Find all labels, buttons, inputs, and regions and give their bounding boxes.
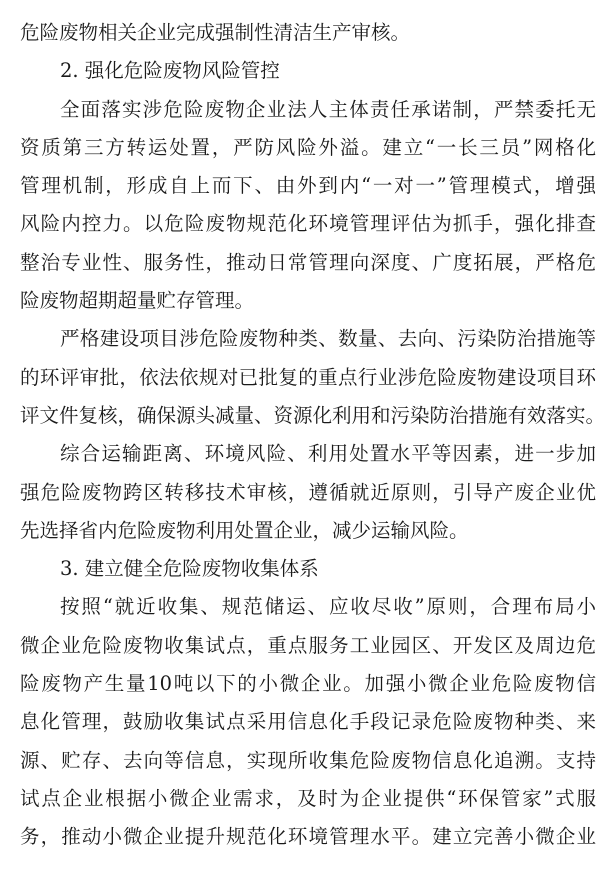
text-line: 先选择省内危险废物利用处置企业，减少运输风险。 bbox=[20, 518, 469, 542]
text-line: 试点企业根据小微企业需求，及时为企业提供“环保管家”式服 bbox=[20, 786, 596, 810]
text-line: 资质第三方转运处置，严防风险外溢。建立“一长三员”网格化 bbox=[20, 135, 596, 159]
text-line: 按照“就近收集、规范储运、应收尽收”原则，合理布局小 bbox=[60, 595, 596, 619]
text-line: 管理机制，形成自上而下、由外到内“一对一”管理模式，增强 bbox=[20, 174, 596, 198]
text-line: 险废物产生量10吨以下的小微企业。加强小微企业危险废物信 bbox=[20, 672, 596, 696]
text-line: 全面落实涉危险废物企业法人主体责任承诺制，严禁委托无 bbox=[60, 97, 596, 121]
text-line: 息化管理，鼓励收集试点采用信息化手段记录危险废物种类、来 bbox=[20, 710, 596, 734]
text-line: 风险内控力。以危险废物规范化环境管理评估为抓手，强化排查 bbox=[20, 212, 596, 236]
text-line: 源、贮存、去向等信息，实现所收集危险废物信息化追溯。支持 bbox=[20, 748, 596, 772]
text-line: 危险废物相关企业完成强制性清洁生产审核。 bbox=[20, 21, 411, 44]
document-body bbox=[20, 14, 606, 857]
section-heading: 2. 强化危险废物风险管控 bbox=[60, 59, 280, 83]
text-line: 严格建设项目涉危险废物种类、数量、去向、污染防治措施等 bbox=[60, 327, 596, 351]
text-line: 微企业危险废物收集试点，重点服务工业园区、开发区及周边危 bbox=[20, 633, 596, 657]
document-page bbox=[20, 14, 606, 857]
text-line: 险废物超期超量贮存管理。 bbox=[20, 289, 255, 313]
text-line: 整治专业性、服务性，推动日常管理向深度、广度拓展，严格危 bbox=[20, 250, 596, 274]
text-line: 务，推动小微企业提升规范化环境管理水平。建立完善小微企业 bbox=[20, 825, 596, 849]
text-line: 评文件复核，确保源头减量、资源化利用和污染防治措施有效落实。 bbox=[20, 403, 606, 427]
text-line: 综合运输距离、环境风险、利用处置水平等因素，进一步加 bbox=[60, 442, 596, 466]
text-line: 强危险废物跨区转移技术审核，遵循就近原则，引导产废企业优 bbox=[20, 480, 596, 504]
text-line: 的环评审批，依法依规对已批复的重点行业涉危险废物建设项目环 bbox=[20, 365, 596, 389]
section-heading: 3. 建立健全危险废物收集体系 bbox=[60, 557, 319, 581]
